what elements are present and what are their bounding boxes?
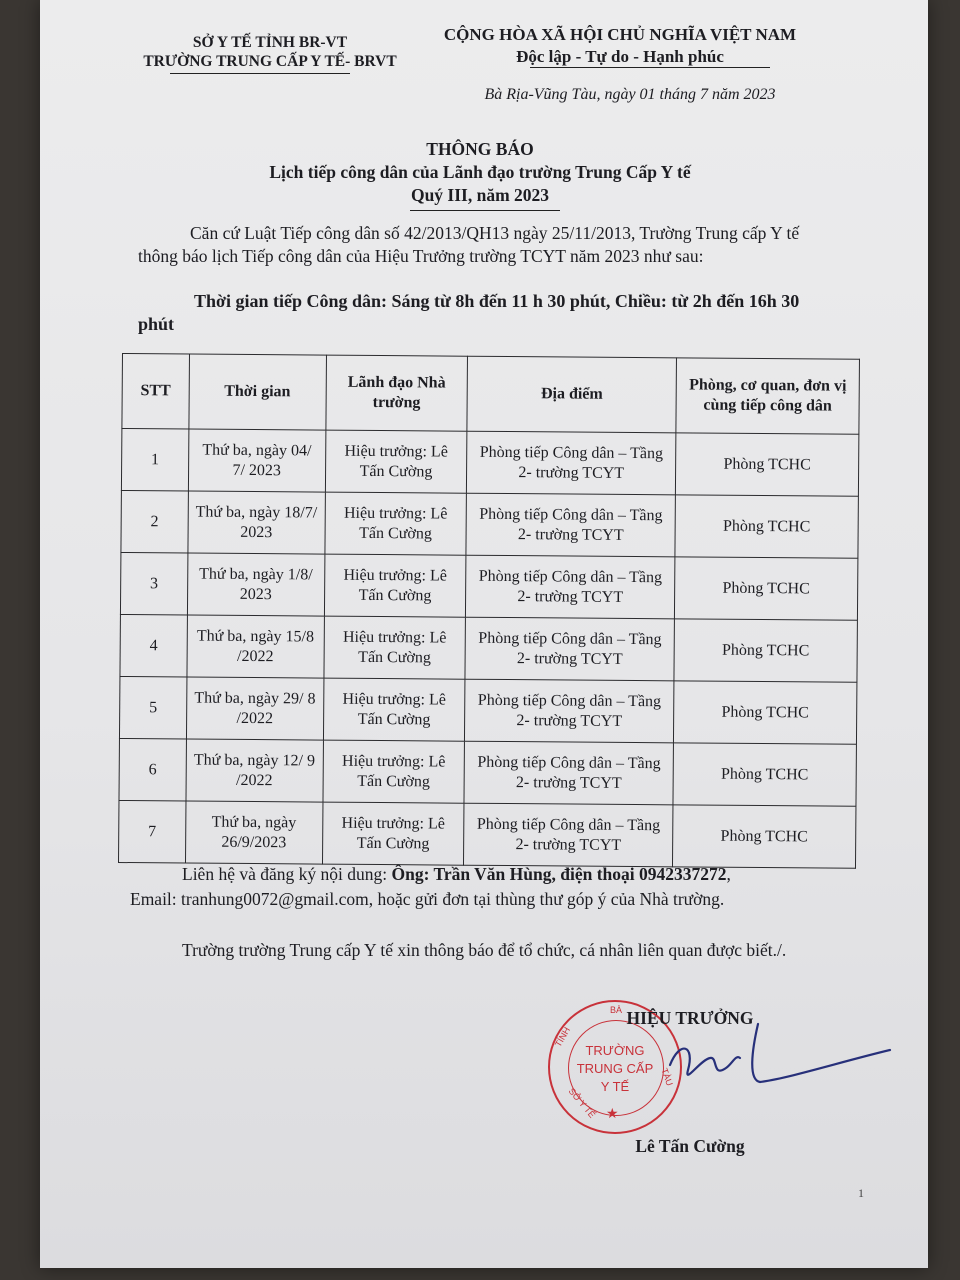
seal-text-1: TRƯỜNG [585,1043,645,1058]
email-link[interactable]: tranhung0072@gmail.com [181,889,369,909]
cell-leader: Hiệu trưởng: Lê Tấn Cường [322,802,464,865]
seal-rim-right: TÀU [659,1066,675,1088]
cell-place: Phòng tiếp Công dân – Tầng 2- trường TCYT [467,431,676,495]
cell-unit: Phòng TCHC [673,743,856,806]
table-row [121,429,858,497]
cell-time: Thứ ba, ngày 18/7/ 2023 [188,491,325,554]
cell-place: Phòng tiếp Công dân – Tầng 2- trường TCYT [464,741,673,805]
title-line-1: THÔNG BÁO [426,139,534,159]
header-stt: STT [122,354,189,430]
seal-rim-top: BÀ [610,1005,623,1015]
motto-underline [530,67,770,68]
cell-time: Thứ ba, ngày 1/8/ 2023 [187,553,324,616]
cell-leader: Hiệu trưởng: Lê Tấn Cường [324,492,466,555]
table-row [121,490,858,558]
intro-paragraph: Căn cứ Luật Tiếp công dân số 42/2013/QH13 ngày 25/11/2013, Trường Trung cấp Y tế thông báo lịch Tiếp công dân của Hiệu Trưởng trường TCYT năm 2023 như sau: [138,223,800,266]
document-title [120,138,840,207]
cell-stt: 6 [119,738,186,801]
cell-leader: Hiệu trưởng: Lê Tấn Cường [323,616,465,679]
seal-rim-left: TỈNH [552,1025,573,1049]
table-row [119,738,856,806]
authority-line-2: TRƯỜNG TRUNG CẤP Y TẾ- BRVT [143,53,397,70]
cell-unit: Phòng TCHC [675,433,858,496]
cell-time: Thứ ba, ngày 04/ 7/ 2023 [188,429,325,492]
table-row [118,800,855,868]
cell-unit: Phòng TCHC [672,805,855,868]
authority-line-1: SỞ Y TẾ TỈNH BR-VT [192,34,348,51]
cell-place: Phòng tiếp Công dân – Tầng 2- trường TCYT [466,555,675,619]
cell-unit: Phòng TCHC [675,495,858,558]
title-line-3: Quý III, năm 2023 [410,185,550,205]
handwritten-signature [640,1010,900,1110]
cell-leader: Hiệu trưởng: Lê Tấn Cường [325,430,467,493]
national-motto [410,24,830,68]
seal-text-3: Y TẾ [600,1079,630,1094]
motto-line-2: Độc lập - Tự do - Hạnh phúc [516,47,724,66]
seal-rim-bottom: SỞ Y TẾ [566,1086,598,1120]
cell-stt: 7 [118,800,185,863]
header-time: Thời gian [189,354,326,430]
cell-time: Thứ ba, ngày 26/9/2023 [185,801,322,864]
cell-leader: Hiệu trưởng: Lê Tấn Cường [324,554,466,617]
page-number: 1 [858,1186,864,1200]
seal-text-2: TRUNG CẤP [576,1061,654,1076]
motto-line-1: CỘNG HÒA XÃ HỘI CHỦ NGHĨA VIỆT NAM [443,25,797,44]
contact-paragraph [130,862,860,912]
contact-suffix: , hoặc gửi đơn tại thùng thư góp ý của Nhà trường. [368,889,725,909]
table-row [120,552,857,620]
cell-unit: Phòng TCHC [674,557,857,620]
email-label: Email: [130,889,182,909]
contact-person: Ông: Trần Văn Hùng, điện thoại 0942337272 [391,864,727,884]
cell-stt: 1 [121,429,188,492]
cell-leader: Hiệu trưởng: Lê Tấn Cường [323,678,465,741]
cell-unit: Phòng TCHC [673,681,856,744]
closing-paragraph [130,938,860,963]
header-leader: Lãnh đạo Nhà trường [325,355,467,431]
title-line-2: Lịch tiếp công dân của Lãnh đạo trường Trung Cấp Y tế [269,162,691,182]
contact-line-2 [130,887,860,912]
cell-stt: 4 [120,614,187,677]
cell-stt: 3 [120,552,187,615]
closing-text: Trường trường Trung cấp Y tế xin thông báo để tổ chức, cá nhân liên quan được biết./. [182,940,787,960]
cell-stt: 2 [121,490,188,553]
cell-place: Phòng tiếp Công dân – Tầng 2- trường TCYT [465,617,674,681]
issuing-authority [100,33,440,71]
signer-name: Lê Tấn Cường [635,1136,745,1156]
cell-place: Phòng tiếp Công dân – Tầng 2- trường TCYT [466,493,675,557]
cell-unit: Phòng TCHC [674,619,857,682]
schedule-table [118,353,860,869]
reception-hours: Thời gian tiếp Công dân: Sáng từ 8h đến 11 h 30 phút, Chiều: từ 2h đến 16h 30 phút [138,291,800,334]
seal-star-icon: ★ [606,1107,619,1122]
header-place: Địa điểm [467,356,676,433]
cell-place: Phòng tiếp Công dân – Tầng 2- trường TCYT [465,679,674,743]
table-row [119,676,856,744]
cell-time: Thứ ba, ngày 15/8 /2022 [187,615,324,678]
cell-time: Thứ ba, ngày 12/ 9 /2022 [186,739,323,802]
contact-prefix: Liên hệ và đăng ký nội dung: [182,864,392,884]
cell-stt: 5 [119,676,186,739]
table-header-row [122,354,860,435]
cell-place: Phòng tiếp Công dân – Tầng 2- trường TCYT [464,803,673,867]
contact-line-1 [130,862,860,887]
document-date: Bà Rịa-Vũng Tàu, ngày 01 tháng 7 năm 2023 [484,86,776,103]
table-row [120,614,857,682]
cell-time: Thứ ba, ngày 29/ 8 /2022 [186,677,323,740]
header-unit: Phòng, cơ quan, đơn vị cùng tiếp công dân [676,358,860,434]
title-underline [410,210,560,211]
authority-underline [170,73,350,74]
signer-title: HIỆU TRƯỞNG [626,1008,754,1028]
cell-leader: Hiệu trưởng: Lê Tấn Cường [322,740,464,803]
contact-separator: , [726,864,731,884]
